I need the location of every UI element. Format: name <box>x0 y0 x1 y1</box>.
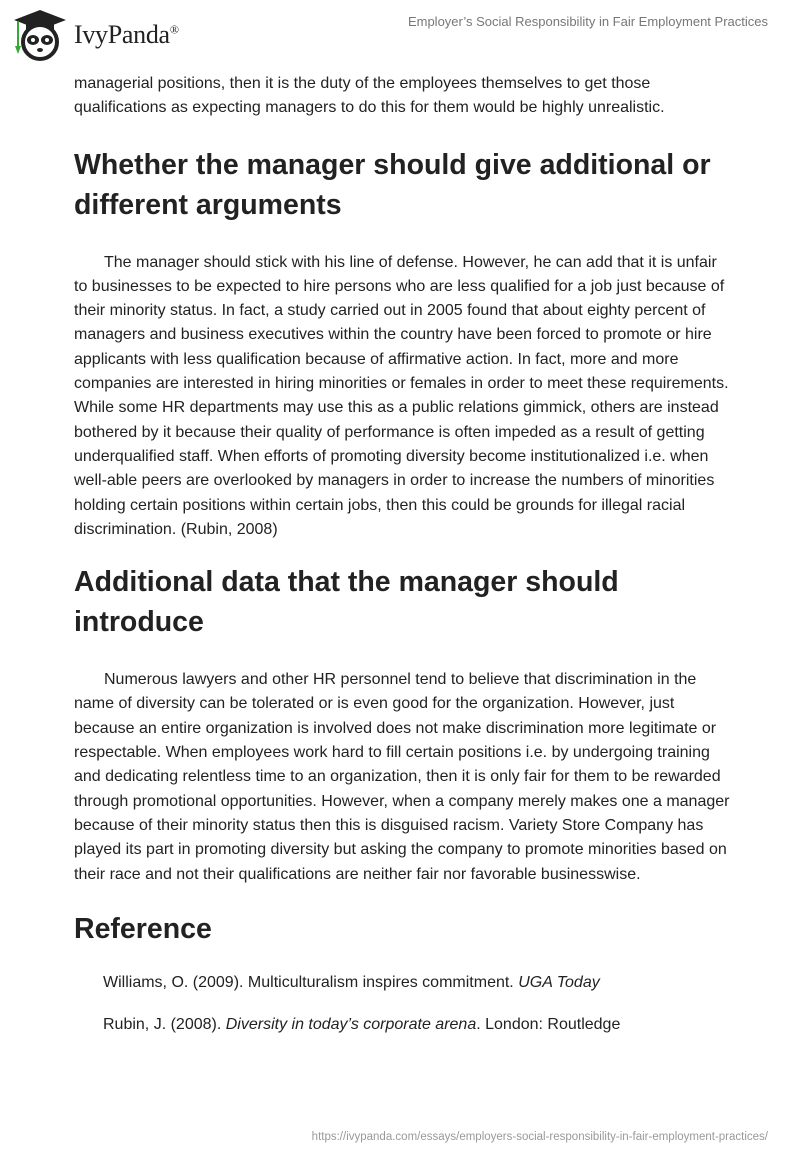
document-title: Employer’s Social Responsibility in Fair Employment Practices <box>407 14 768 29</box>
reference-text: Rubin, J. (2008). <box>103 1015 226 1033</box>
reference-text: Williams, O. (2009). Multiculturalism inspires commitment. <box>103 973 519 991</box>
reference-heading: Reference <box>74 912 212 945</box>
ivypanda-logo[interactable] <box>12 8 179 62</box>
paragraph: managerial positions, then it is the duty of the employees themselves to get those qualifications as expecting managers to do this for them would be highly unrealistic. <box>74 75 665 117</box>
paragraph: Numerous lawyers and other HR personnel tend to believe that discrimination in the name of diversity can be tolerated or is even good for the organization. However, just because an entire organization is involved does not make discrimination more legitimate or respectable. When employees work hard to fill certain positions i.e. by undergoing training and dedicating relentless time to an organization, then it is only fair for them to be rewarded through promotional opportunities. However, when a company merely makes one a manager because of their minority status then this is disguised racism. Variety Store Company has played its part in promoting diversity but asking the company to promote minorities based on their race and not their qualifications are neither fair nor favorable businesswise. <box>74 671 730 883</box>
reference-item <box>103 971 730 995</box>
paragraph: The manager should stick with his line of defense. However, he can add that it is unfair to businesses to be expected to hire persons who are less qualified for a job just because of their minority status. In fact, a study carried out in 2005 found that about eighty percent of managers and business executives within the country have been forced to promote or hire applicants with less qualification because of affirmative action. In fact, more and more companies are interested in hiring minorities or females in order to meet these requirements. While some HR departments may use this as a public relations gimmick, others are instead bothered by it because their quality of performance is often impeded as a result of getting underqualified staff. When efforts of promoting diversity become institutionalized i.e. when well-able peers are overlooked by managers in order to increase the numbers of minorities holding certain positions within certain jobs, then this could be grounds for illegal racial discrimination. (Rubin, 2008) <box>74 253 729 538</box>
reference-text: . London: Routledge <box>476 1015 621 1033</box>
essay-content <box>74 72 730 1037</box>
panda-graduate-icon <box>12 8 68 62</box>
section-heading: Additional data that the manager should introduce <box>74 566 619 639</box>
reference-source: UGA Today <box>518 973 600 991</box>
registered-mark: ® <box>169 22 179 37</box>
section-heading: Whether the manager should give additional or different arguments <box>74 148 711 221</box>
reference-source: Diversity in today’s corporate arena <box>225 1015 477 1033</box>
source-url[interactable]: https://ivypanda.com/essays/employers-social-responsibility-in-fair-employment-practices/ <box>311 1131 768 1143</box>
reference-item <box>103 1013 730 1037</box>
logo-text: IvyPanda <box>74 20 170 49</box>
